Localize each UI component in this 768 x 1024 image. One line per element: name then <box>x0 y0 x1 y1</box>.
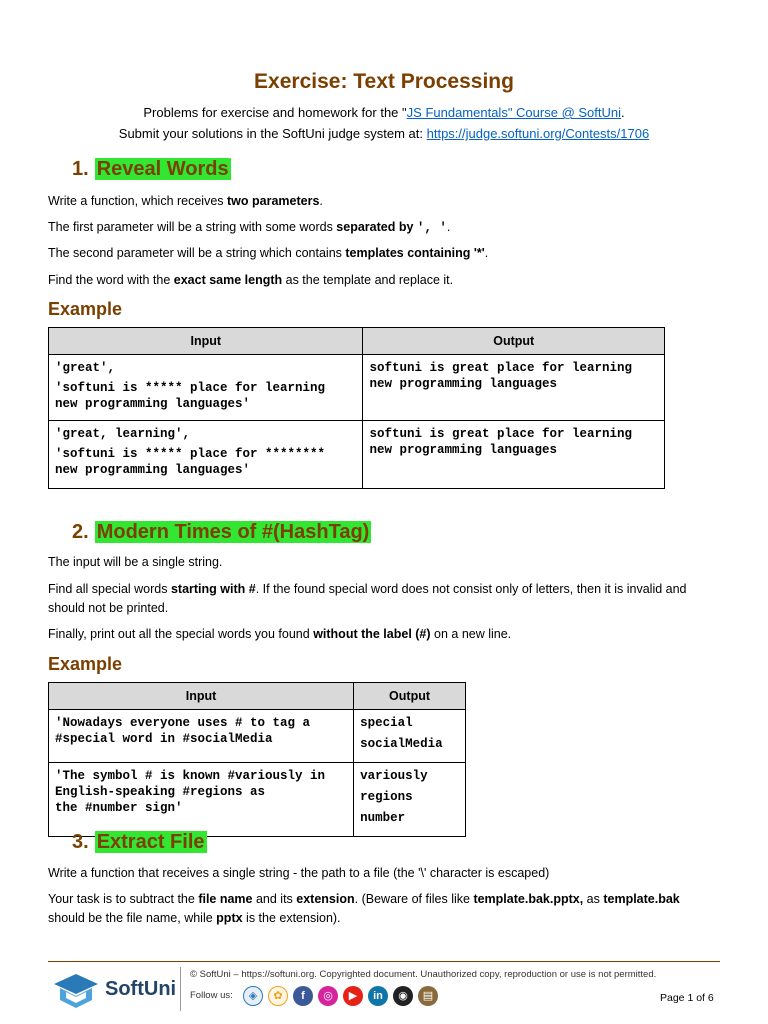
column-header: Output <box>354 683 466 710</box>
input-cell: 'Nowadays everyone uses # to tag a #special word in #socialMedia <box>49 710 354 763</box>
paragraph: Find all special words starting with #. If the found special word does not consist only of letters, then it is invalid and should not be printed. <box>48 582 687 615</box>
intro-line-2 <box>0 126 768 141</box>
intro-line-1 <box>0 105 768 120</box>
copyright-text: © SoftUni – https://softuni.org. Copyrighted document. Unauthorized copy, reproduction or use is not permitted. <box>190 969 657 980</box>
input-cell: 'great, learning', 'softuni is ***** place for ******** new programming languages' <box>49 421 363 489</box>
blog-icon[interactable]: ▤ <box>418 986 438 1006</box>
column-header: Input <box>49 683 354 710</box>
section-heading-2 <box>72 521 371 544</box>
footer-separator <box>180 967 181 1011</box>
linkedin-icon[interactable]: in <box>368 986 388 1006</box>
page-title: Exercise: Text Processing <box>254 70 514 93</box>
paragraph: Finally, print out all the special words you found without the label (#) on a new line. <box>48 627 512 641</box>
output-cell: variously regions number <box>354 763 466 837</box>
social-links <box>243 986 438 1006</box>
section-heading-3 <box>72 831 207 854</box>
footer-divider <box>48 961 720 962</box>
section-title: Reveal Words <box>96 158 229 180</box>
section-number: 2. <box>72 521 89 543</box>
section-number: 1. <box>72 158 89 180</box>
judge-link[interactable]: https://judge.softuni.org/Contests/1706 <box>426 126 650 141</box>
example-table-1 <box>48 327 665 489</box>
paragraph: The input will be a single string. <box>48 555 223 569</box>
paragraph: The second parameter will be a string which contains templates containing '*'. <box>48 246 489 260</box>
example-heading: Example <box>48 299 123 319</box>
follow-label: Follow us: <box>190 990 233 1001</box>
softuni-link[interactable]: https://softuni.org <box>241 969 315 980</box>
output-cell: softuni is great place for learning new programming languages <box>363 421 665 489</box>
column-header: Output <box>363 328 665 355</box>
table-row <box>49 710 466 763</box>
course-link[interactable]: JS Fundamentals" Course @ SoftUni <box>406 105 622 120</box>
softuni-foundation-icon[interactable]: ✿ <box>268 986 288 1006</box>
youtube-icon[interactable]: ▶ <box>343 986 363 1006</box>
section-number: 3. <box>72 831 89 853</box>
table-row <box>49 421 665 489</box>
paragraph: Write a function, which receives two parameters. <box>48 194 323 208</box>
input-cell: 'The symbol # is known #variously in English-speaking #regions as the #number sign' <box>49 763 354 837</box>
example-heading: Example <box>48 654 123 674</box>
table-row <box>49 763 466 837</box>
submit-text: Submit your solutions in the SoftUni judge system at: <box>118 126 427 141</box>
column-header: Input <box>49 328 363 355</box>
github-icon[interactable]: ◉ <box>393 986 413 1006</box>
paragraph: Your task is to subtract the file name and its extension. (Beware of files like template.bak.pptx, as template.bak should be the file name, while pptx is the extension). <box>48 892 680 925</box>
section-heading-1 <box>72 158 231 181</box>
logo-wordmark[interactable]: SoftUni <box>105 978 177 1000</box>
table-header-row <box>49 328 665 355</box>
paragraph: Write a function that receives a single string - the path to a file (the '\' character is escaped) <box>48 866 550 880</box>
softuni-icon[interactable]: ◈ <box>243 986 263 1006</box>
output-cell: special socialMedia <box>354 710 466 763</box>
intro-text-end: . <box>621 105 625 120</box>
section-title: Modern Times of #(HashTag) <box>96 521 370 543</box>
paragraph: Find the word with the exact same length as the template and replace it. <box>48 273 454 287</box>
facebook-icon[interactable]: f <box>293 986 313 1006</box>
instagram-icon[interactable]: ◎ <box>318 986 338 1006</box>
output-cell: softuni is great place for learning new programming languages <box>363 355 665 421</box>
table-row <box>49 355 665 421</box>
table-header-row <box>49 683 466 710</box>
page-number: Page 1 of 6 <box>660 992 714 1004</box>
input-cell: 'great', 'softuni is ***** place for learning new programming languages' <box>49 355 363 421</box>
example-table-2 <box>48 682 466 837</box>
paragraph: The first parameter will be a string with some words separated by ', '. <box>48 220 451 235</box>
section-title: Extract File <box>96 831 205 853</box>
intro-text: Problems for exercise and homework for the " <box>143 105 407 120</box>
